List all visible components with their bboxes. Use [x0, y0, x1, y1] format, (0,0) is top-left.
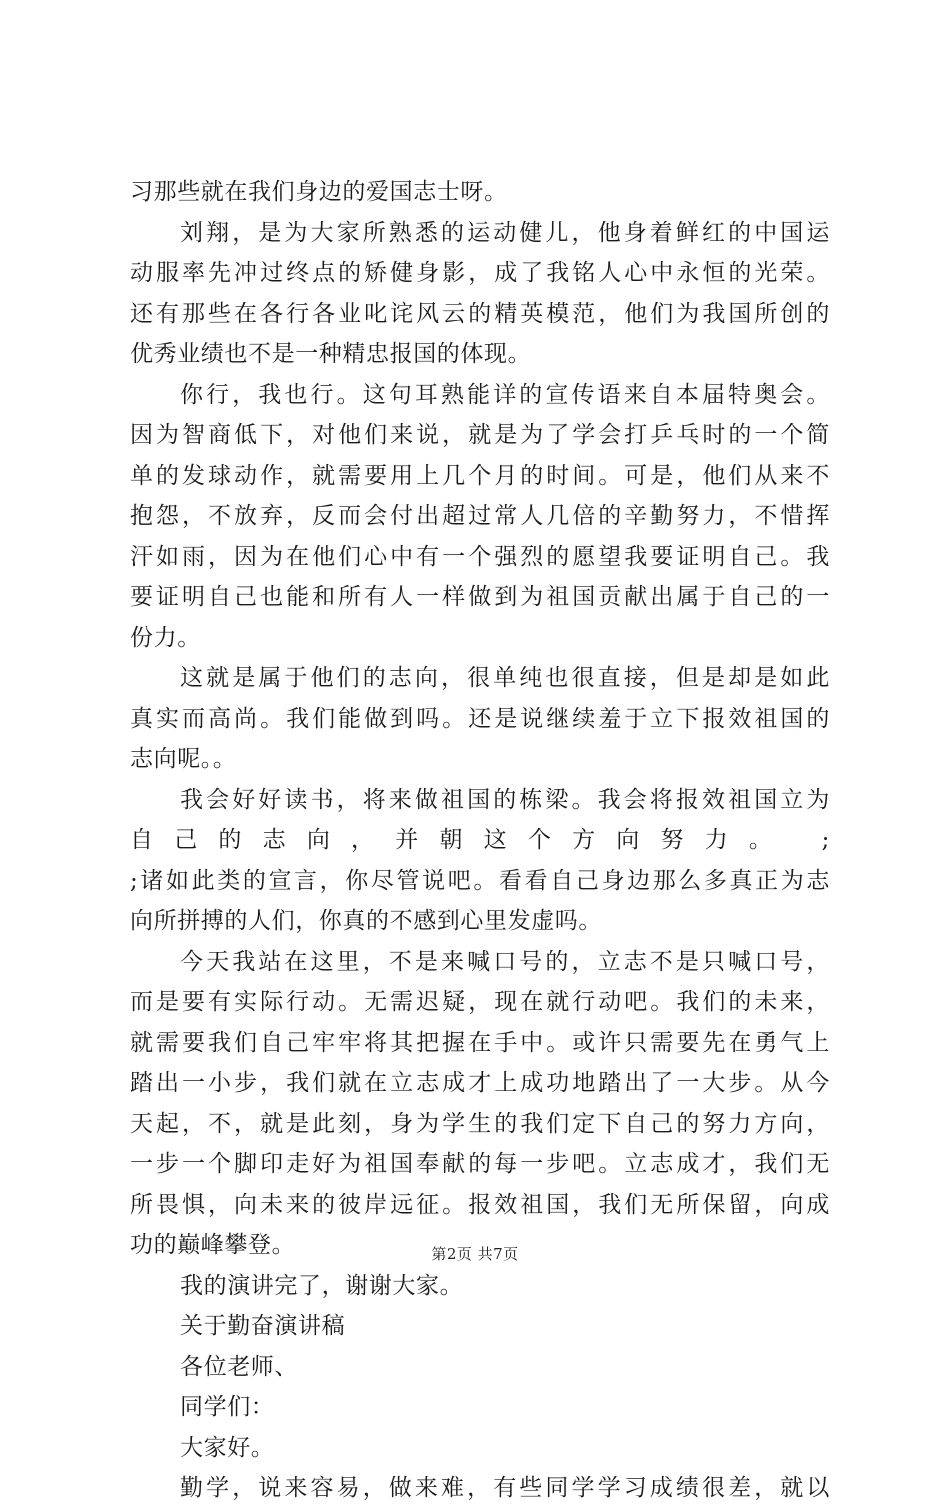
text-line: 汗如雨，因为在他们心中有一个强烈的愿望我要证明自己。我 — [130, 543, 830, 570]
text-line: 我会好好读书，将来做祖国的栋梁。我会将报效祖国立为 — [180, 786, 830, 813]
text-line: 你行，我也行。这句耳熟能详的宣传语来自本届特奥会。 — [180, 381, 830, 408]
text-line: 关于勤奋演讲稿 — [180, 1313, 346, 1339]
text-line: ;诸如此类的宣言，你尽管说吧。看看自己身边那么多真正为志 — [130, 867, 830, 894]
text-line: 各位老师、 — [180, 1353, 298, 1380]
text-line: 单的发球动作，就需要用上几个月的时间。可是，他们从来不 — [130, 462, 830, 489]
text-line: 我的演讲完了，谢谢大家。 — [180, 1272, 464, 1299]
text-line: 而是要有实际行动。无需迟疑，现在就行动吧。我们的未来， — [130, 989, 830, 1015]
text-line: 自己的志向，并朝这个方向努力。 ; — [130, 827, 830, 853]
text-line: 一步一个脚印走好为祖国奉献的每一步吧。立志成才，我们无 — [130, 1151, 830, 1177]
text-line: 抱怨，不放弃，反而会付出超过常人几倍的辛勤努力，不惜挥 — [130, 503, 830, 529]
text-line: 勤学，说来容易，做来难，有些同学学习成绩很差，就以 — [180, 1475, 830, 1501]
text-line: 因为智商低下，对他们来说，就是为了学会打乒乓时的一个简 — [130, 422, 830, 448]
text-line: 踏出一小步，我们就在立志成才上成功地踏出了一大步。从今 — [130, 1070, 830, 1096]
text-line: 功的巅峰攀登。 — [130, 1232, 296, 1258]
text-line: 优秀业绩也不是一种精忠报国的体现。 — [130, 341, 532, 367]
text-line: 刘翔，是为大家所熟悉的运动健儿，他身着鲜红的中国运 — [180, 219, 830, 246]
text-line: 真实而高尚。我们能做到吗。还是说继续羞于立下报效祖国的 — [130, 705, 830, 732]
text-line: 习那些就在我们身边的爱国志士呀。 — [130, 179, 508, 205]
page-footer — [0, 1243, 950, 1264]
text-line: 份力。 — [130, 624, 201, 651]
text-line: 还有那些在各行各业叱诧风云的精英模范，他们为我国所创的 — [130, 300, 830, 327]
text-line: 这就是属于他们的志向，很单纯也很直接，但是却是如此 — [180, 665, 830, 691]
text-line: 动服率先冲过终点的矫健身影，成了我铭人心中永恒的光荣。 — [130, 260, 830, 286]
text-line: 要证明自己也能和所有人一样做到为祖国贡献出属于自己的一 — [130, 584, 830, 610]
text-line: 今天我站在这里，不是来喊口号的，立志不是只喊口号， — [180, 948, 830, 975]
text-line: 就需要我们自己牢牢将其把握在手中。或许只需要先在勇气上 — [130, 1029, 830, 1056]
text-line: 所畏惧，向未来的彼岸远征。报效祖国，我们无所保留，向成 — [130, 1191, 830, 1218]
document-body — [130, 172, 830, 1509]
text-line: 大家好。 — [180, 1434, 275, 1461]
text-line: 向所拼搏的人们，你真的不感到心里发虚吗。 — [130, 908, 602, 934]
text-line: 志向呢。。 — [130, 746, 237, 772]
text-line: 同学们： — [180, 1394, 275, 1420]
page-number-label: 第2页 共7页 — [431, 1245, 519, 1263]
text-line: 天起，不，就是此刻，身为学生的我们定下自己的努力方向， — [130, 1110, 830, 1137]
